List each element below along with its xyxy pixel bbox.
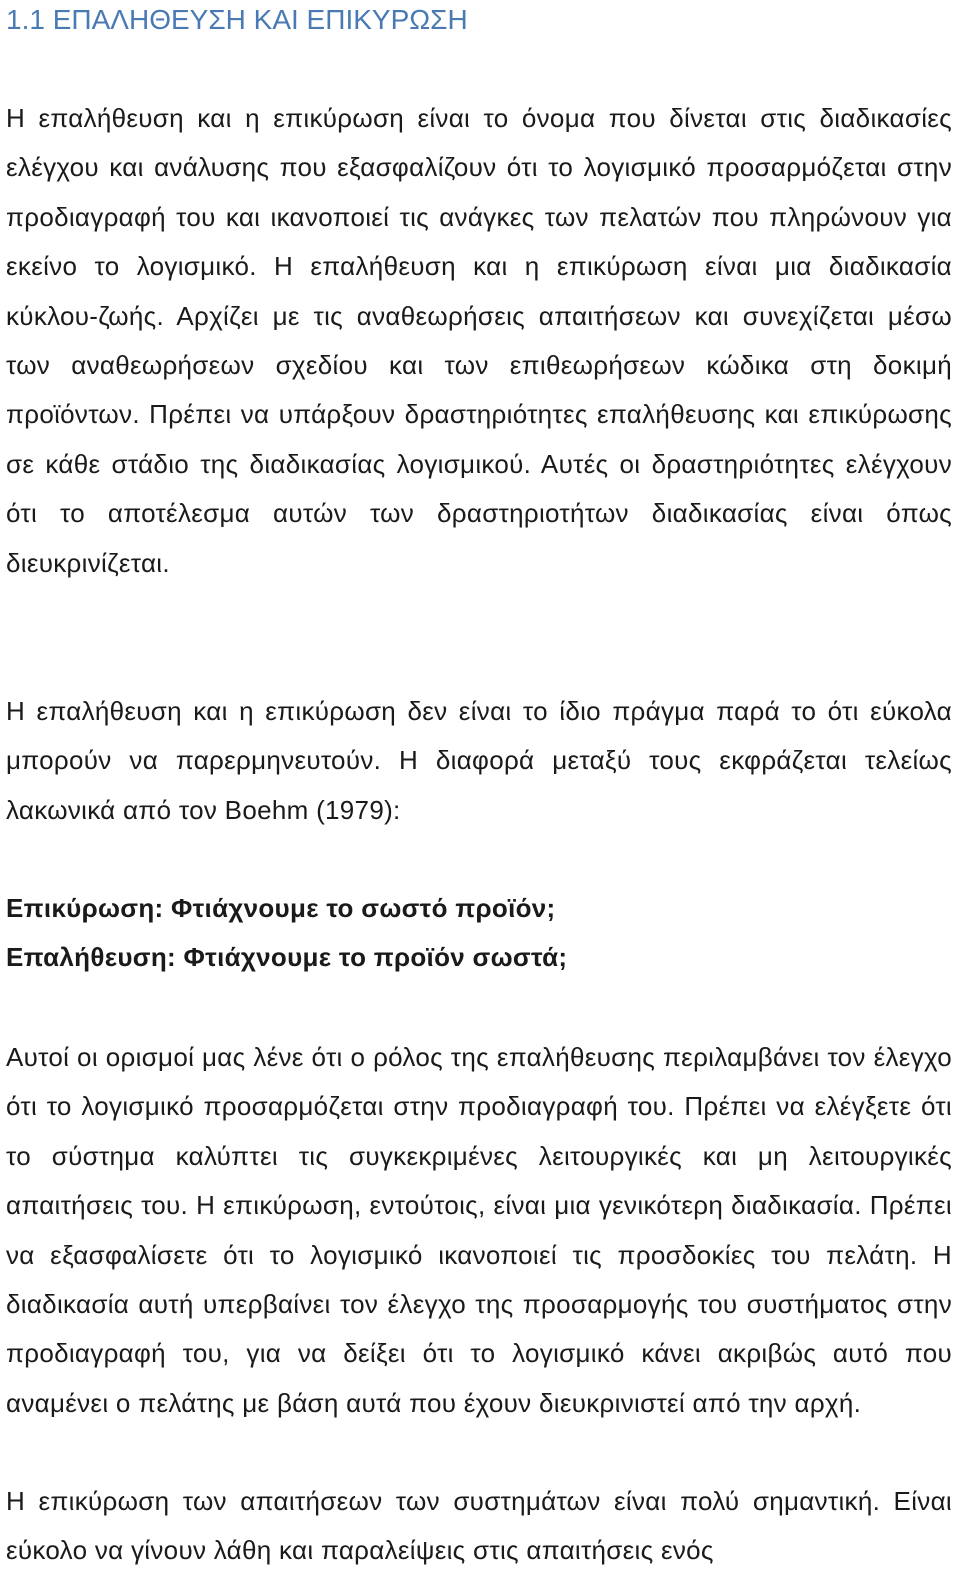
- paragraph-difference: Η επαλήθευση και η επικύρωση δεν είναι το ίδιο πράγμα παρά το ότι εύκολα μπορούν να παρερμηνευτούν. Η διαφορά μεταξύ τους εκφράζεται τελείως λακωνικά από τον Boehm (1979):: [6, 696, 952, 825]
- verification-question: Επαλήθευση: Φτιάχνουμε το προϊόν σωστά;: [6, 942, 568, 973]
- paragraph-definitions: Αυτοί οι ορισμοί μας λένε ότι ο ρόλος της επαλήθευσης περιλαμβάνει τον έλεγχο ότι το λογισμικό προσαρμόζεται στην προδιαγραφή του. Πρέπει να ελέγξετε ότι το σύστημα καλύπτει τις συγκεκριμένες λειτουργικές και μη λειτουργικές απαιτήσεις του. Η επικύρωση, εντούτοις, είναι μια γενικότερη διαδικασία. Πρέπει να εξασφαλίσετε ότι το λογισμικό ικανοποιεί τις προσδοκίες του πελάτη. Η διαδικασία αυτή υπερβαίνει τον έλεγχο της προσαρμογής του συστήματος στην προδιαγραφή του, για να δείξει ότι το λογισμικό κάνει ακριβώς αυτό που αναμένει ο πελάτης με βάση αυτά που έχουν διευκρινιστεί από την αρχή.: [6, 1042, 952, 1418]
- boehm-definitions: [6, 884, 952, 983]
- section-heading: 1.1 ΕΠΑΛΗΘΕΥΣΗ ΚΑΙ ΕΠΙΚΥΡΩΣΗ: [6, 4, 468, 35]
- validation-question: Επικύρωση: Φτιάχνουμε το σωστό προϊόν;: [6, 893, 556, 923]
- paragraph-intro: Η επαλήθευση και η επικύρωση είναι το όνομα που δίνεται στις διαδικασίες ελέγχου και ανάλυσης που εξασφαλίζουν ότι το λογισμικό προσαρμόζεται στην προδιαγραφή του και ικανοποιεί τις ανάγκες των πελατών που πληρώνουν για εκείνο το λογισμικό. Η επαλήθευση και η επικύρωση είναι μια διαδικασία κύκλου-ζωής. Αρχίζει με τις αναθεωρήσεις απαιτήσεων και συνεχίζεται μέσω των αναθεωρήσεων σχεδίου και των επιθεωρήσεων κώδικα στη δοκιμή προϊόντων. Πρέπει να υπάρξουν δραστηριότητες επαλήθευσης και επικύρωσης σε κάθε στάδιο της διαδικασίας λογισμικού. Αυτές οι δραστηριότητες ελέγχουν ότι το αποτέλεσμα αυτών των δραστηριοτήτων διαδικασίας είναι όπως διευκρινίζεται.: [6, 103, 952, 578]
- paragraph-requirements: Η επικύρωση των απαιτήσεων των συστημάτων είναι πολύ σημαντική. Είναι εύκολο να γίνουν λάθη και παραλείψεις στις απαιτήσεις ενός: [6, 1486, 952, 1566]
